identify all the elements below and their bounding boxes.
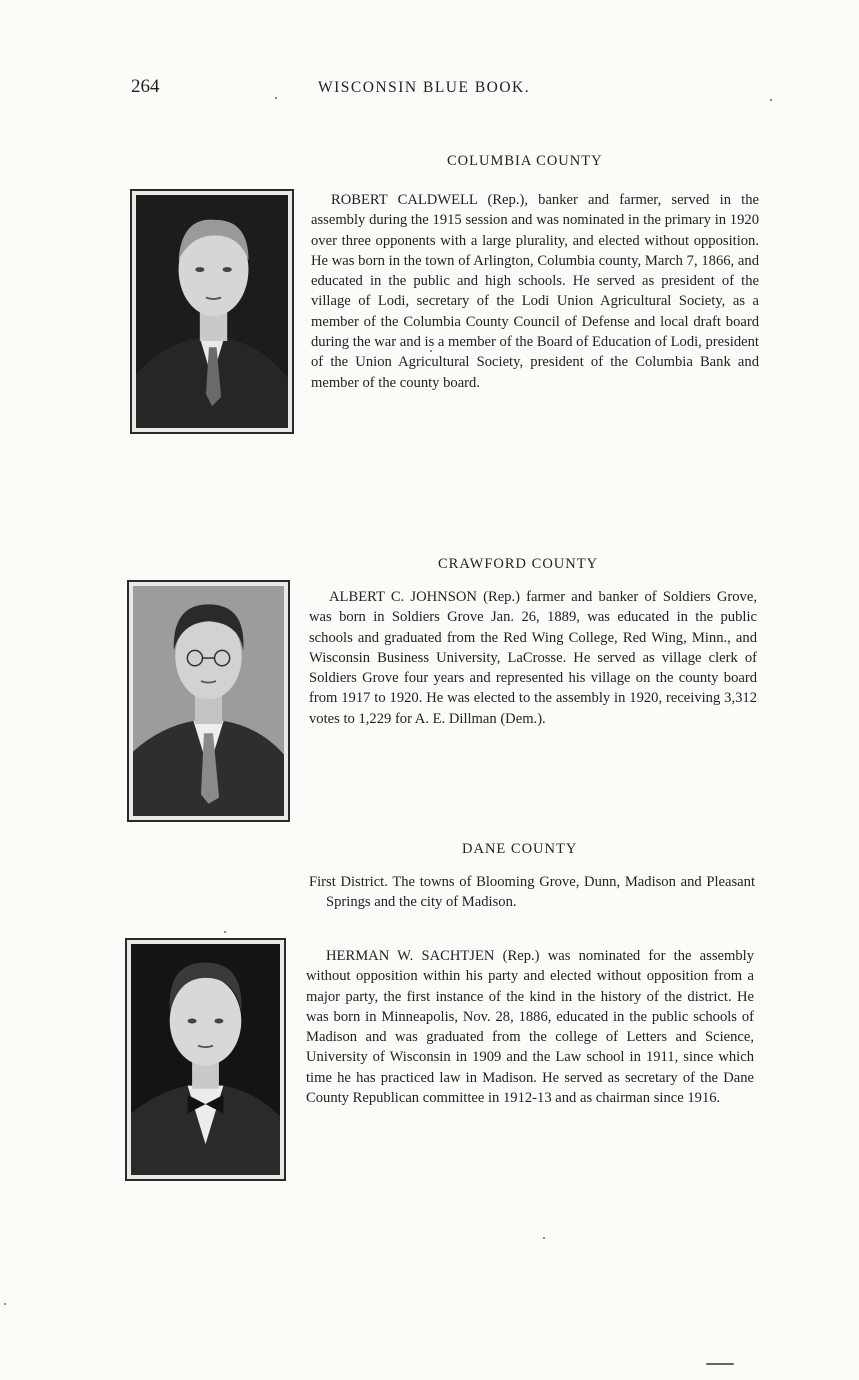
county-heading-columbia: COLUMBIA COUNTY (447, 153, 603, 169)
portrait-robert-caldwell (130, 189, 294, 434)
bio-robert-caldwell: ROBERT CALDWELL (Rep.), banker and farmer, served in the assembly during the 1915 session and was nominated in the primary in 1920 over three opponents with a large plurality, and elected without opposition. He was born in the town of Arlington, Columbia county, March 7, 1866, and educated in the public and high schools. He served as president of the village of Lodi, secretary of the Lodi Union Agricultural Society, as a member of the Columbia County Council of Defense and local draft board during the war and is a member of the Board of Education of Lodi, president of the Union Agricultural Society, president of the Columbia Bank and member of the county board. (311, 192, 759, 391)
portrait-herman-sachtjen (125, 938, 286, 1181)
page-number: 264 (131, 76, 160, 97)
county-heading-dane: DANE COUNTY (462, 841, 578, 857)
bio-herman-sachtjen: HERMAN W. SACHTJEN (Rep.) was nominated for the assembly without opposition within his party and elected without opposition from a major party, the first instance of the kind in the history of the district. He was born in Minneapolis, Nov. 28, 1886, educated in the public schools of Madison and was graduated from the college of Letters and Science, University of Wisconsin in 1909 and the Law school in 1911, since which time he has practiced law in Madison. He served as secretary of the Dane County Republican committee in 1912-13 and as chairman since 1916. (306, 948, 754, 1107)
portrait-albert-johnson (127, 580, 290, 822)
bio-albert-johnson: ALBERT C. JOHNSON (Rep.) farmer and banker of Soldiers Grove, was born in Soldiers Grove Jan. 26, 1889, was educated in the public schools and graduated from the Red Wing College, Red Wing, Minn., and Wisconsin Business University, LaCrosse. He served as village clerk of Soldiers Grove four years and represented his village on the county board from 1917 to 1920. He was elected to the assembly in 1920, receiving 3,312 votes to 1,229 for A. E. Dillman (Dem.). (309, 589, 757, 727)
running-title: WISCONSIN BLUE BOOK. (318, 79, 531, 96)
county-heading-crawford: CRAWFORD COUNTY (438, 556, 599, 572)
district-description: First District. The towns of Blooming Grove, Dunn, Madison and Pleasant Springs and the city of Madison. (309, 874, 755, 911)
